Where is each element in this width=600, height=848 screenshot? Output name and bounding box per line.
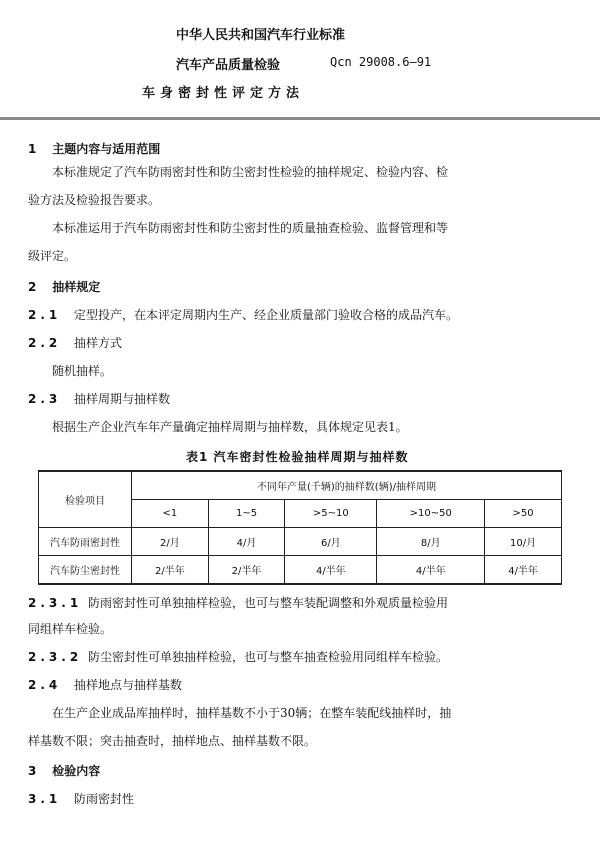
table-group-header: 不同年产量(千辆)的抽样数(辆)/抽样周期 (132, 471, 562, 500)
table-row-label: 汽车防雨密封性 (39, 528, 132, 556)
clause-number: 2.4 (28, 678, 62, 692)
clause-number: 2.3.2 (28, 650, 83, 664)
sampling-table (38, 470, 562, 585)
header-divider (0, 117, 600, 120)
table-row (39, 556, 562, 585)
clause-text: 抽样周期与抽样数 (74, 392, 171, 406)
table-column-header: >50 (485, 500, 562, 528)
clause-2-3-content: 根据生产企业汽车年产量确定抽样周期与抽样数，具体规定见表1。 (52, 420, 408, 434)
clause-number: 2.2 (28, 336, 62, 350)
clause-number: 2.3.1 (28, 596, 83, 610)
clause-2-4-paragraph-1: 在生产企业成品库抽样时，抽样基数不小于30辆；在整车装配线抽样时，抽 (52, 706, 452, 720)
section-number: 1 (28, 142, 37, 156)
table-cell: 2/半年 (132, 556, 209, 585)
section-1-paragraph-2: 本标准运用于汽车防雨密封性和防尘密封性的质量抽查检验、监督管理和等级评定。 (28, 221, 449, 263)
clause-2-3-1 (28, 590, 448, 616)
section-title: 检验内容 (52, 764, 101, 778)
table-column-header: >10~50 (377, 500, 485, 528)
clause-text: 防雨密封性可单独抽样检验，也可与整车装配调整和外观质量检验用 (88, 596, 449, 610)
clause-text: 抽样地点与抽样基数 (74, 678, 183, 692)
clause-2-4 (28, 672, 182, 698)
standard-org-title: 中华人民共和国汽车行业标准 (176, 28, 346, 43)
clause-number: 2.3 (28, 392, 62, 406)
section-number: 2 (28, 280, 37, 294)
clause-number: 3.1 (28, 792, 62, 806)
section-title: 主题内容与适用范围 (52, 142, 161, 156)
clause-2-1 (28, 302, 458, 328)
clause-3-1 (28, 786, 134, 812)
clause-text: 抽样方式 (74, 336, 123, 350)
section-2-heading (28, 278, 100, 295)
clause-text: 定型投产，在本评定周期内生产、经企业质量部门验收合格的成品汽车。 (74, 308, 459, 322)
clause-text: 防尘密封性可单独抽样检验，也可与整车抽查检验用同组样车检验。 (88, 650, 449, 664)
standard-category: 汽车产品质量检验 (176, 58, 281, 73)
table-1-caption: 表1 汽车密封性检验抽样周期与抽样数 (186, 450, 409, 464)
table-cell: 6/月 (285, 528, 377, 556)
table-cell: 2/半年 (208, 556, 285, 585)
table-cell: 4/半年 (485, 556, 562, 585)
section-number: 3 (28, 764, 37, 778)
clause-text: 防雨密封性 (74, 792, 135, 806)
table-row-label: 汽车防尘密封性 (39, 556, 132, 585)
table-cell: 8/月 (377, 528, 485, 556)
document-title: 车身密封性评定方法 (142, 86, 305, 101)
section-3-heading (28, 762, 100, 779)
table-row (39, 528, 562, 556)
section-title: 抽样规定 (52, 280, 101, 294)
table-cell: 10/月 (485, 528, 562, 556)
table-cell: 2/月 (132, 528, 209, 556)
table-column-header: 1~5 (208, 500, 285, 528)
standard-code: Qcn 29008.6—91 (330, 55, 432, 69)
clause-2-4-paragraph-2: 样基数不限；突击抽查时，抽样地点、抽样基数不限。 (28, 734, 317, 748)
clause-2-2 (28, 330, 122, 356)
table-cell: 4/半年 (285, 556, 377, 585)
table-item-header: 检验项目 (39, 471, 132, 528)
table-column-header: <1 (132, 500, 209, 528)
table-cell: 4/月 (208, 528, 285, 556)
clause-number: 2.1 (28, 308, 62, 322)
section-1-paragraph-1: 本标准规定了汽车防雨密封性和防尘密封性检验的抽样规定、检验内容、检验方法及检验报告要求。 (28, 165, 449, 207)
clause-2-3-2 (28, 644, 448, 670)
table-column-header: >5~10 (285, 500, 377, 528)
clause-2-2-content: 随机抽样。 (52, 364, 113, 378)
clause-2-3-1-continued: 同组样车检验。 (28, 622, 113, 636)
table-cell: 4/半年 (377, 556, 485, 585)
section-1-heading (28, 140, 160, 157)
clause-2-3 (28, 386, 170, 412)
